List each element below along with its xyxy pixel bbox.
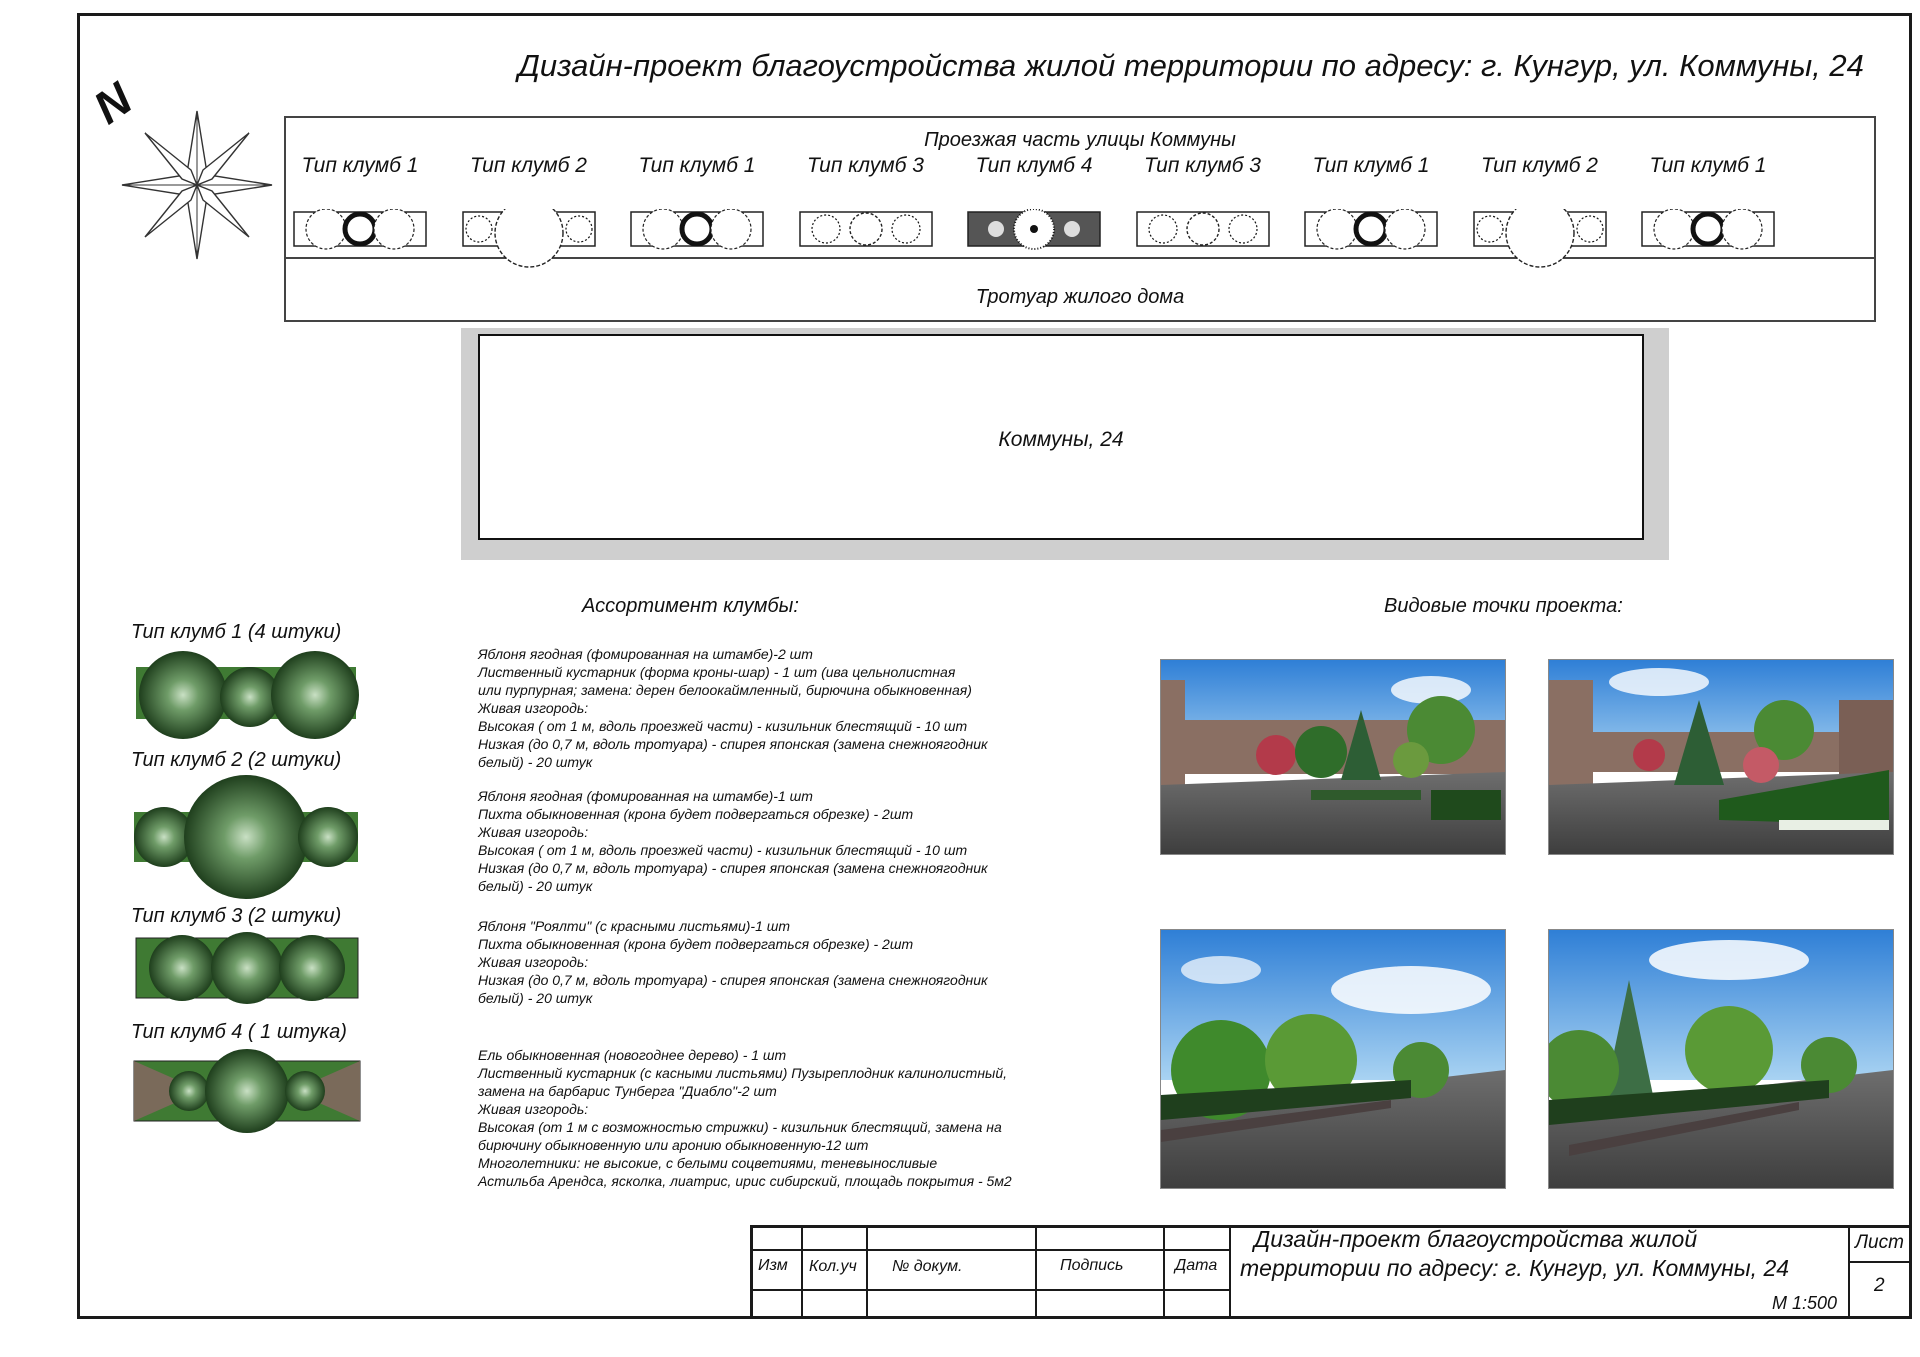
site-plan [284,116,1876,322]
assortment-block-3 [478,917,988,1007]
flowerbed-symbol-icon [629,209,765,275]
flowerbed-type-label: Тип клумб 1 [1649,154,1767,177]
flowerbed-type-label: Тип клумб 2 [470,154,587,177]
tb-title-line-2: территории по адресу: г. Кунгур, ул. Коммуны, 24 [1240,1255,1790,1281]
col-kol-uch: Кол.уч [809,1258,857,1275]
assortment-line: Яблоня ягодная (фомированная на штамбе)-2 шт [478,646,813,662]
flowerbed-plan-1 [292,154,428,178]
assortment-line: белый) - 20 штук [478,878,593,894]
col-doc-number: № докум. [892,1258,963,1275]
flowerbed-plan-4 [798,154,934,178]
assortment-block-4 [478,1046,1012,1190]
col-signature: Подпись [1060,1257,1124,1274]
assortment-line: Яблоня ягодная (фомированная на штамбе)-1 шт [478,788,813,804]
render-view-1 [1160,659,1506,855]
col-izm: Изм [758,1257,788,1274]
flowerbed-plan-9 [1640,154,1776,178]
flowerbed-plan-5 [966,154,1102,178]
assortment-block-1 [478,645,988,771]
tb-sheet-label: Лист [1855,1232,1904,1253]
flowerbed-type-label: Тип клумб 1 [301,154,419,177]
legend-type-4-label: Тип клумб 4 ( 1 штука) [131,1021,347,1043]
flowerbed-type-label: Тип клумб 2 [1481,154,1598,177]
legend-type-1-image [128,645,364,745]
assortment-line: Низкая (до 0,7 м, вдоль тротуара) - спирея японская (замена снежноягодник [478,860,988,876]
flowerbed-type-label: Тип клумб 4 [975,154,1093,177]
tb-sheet-number: 2 [1874,1275,1885,1296]
legend-type-2-label: Тип клумб 2 (2 штуки) [131,749,342,771]
building-footprint [478,334,1644,540]
tb-scale: М 1:500 [1772,1293,1838,1313]
col-date: Дата [1175,1257,1218,1274]
assortment-line: белый) - 20 штук [478,990,593,1006]
flowerbed-plan-6 [1135,154,1271,178]
drawing-title: Дизайн-проект благоустройства жилой территории по адресу: г. Кунгур, ул. Коммуны, 24 [518,48,1864,83]
legend-type-3-label: Тип клумб 3 (2 штуки) [131,905,342,927]
render-view-3 [1160,929,1506,1189]
assortment-line: Живая изгородь: [478,954,589,970]
assortment-line: Многолетники: не высокие, с белыми соцветиями, теневыносливые [478,1155,938,1171]
flowerbed-symbol-icon [292,209,428,275]
assortment-line: Ель обыкновенная (новогоднее дерево) - 1 шт [478,1047,787,1063]
assortment-block-2 [478,787,988,895]
flowerbed-type-label: Тип клумб 3 [807,154,924,177]
building-label: Коммуны, 24 [998,428,1124,451]
legend-type-3-image [134,930,360,1006]
assortment-line: Пихта обыкновенная (крона будет подвергаться обрезке) - 2шт [478,806,914,822]
flowerbed-plan-7 [1303,154,1439,178]
tb-title-line-1: Дизайн-проект благоустройства жилой [1254,1226,1698,1252]
views-heading: Видовые точки проекта: [1384,595,1623,617]
assortment-line: или пурпурная; замена: дерен белоокаймленный, бирючина обыкновенная) [478,682,972,698]
render-view-2 [1548,659,1894,855]
sidewalk-label: Тротуар жилого дома [975,286,1185,308]
legend-type-1-label: Тип клумб 1 (4 штуки) [131,621,342,643]
assortment-line: замена на барбарис Тунберга "Диабло"-2 шт [478,1083,777,1099]
assortment-line: Яблоня "Роялти" (с красными листьями)-1 шт [478,918,791,934]
assortment-line: Живая изгородь: [478,1101,589,1117]
assortment-line: Низкая (до 0,7 м, вдоль тротуара) - спирея японская (замена снежноягодник [478,972,988,988]
flowerbed-plan-8 [1472,154,1608,178]
flowerbed-symbol-icon [461,209,597,275]
assortment-line: Высокая ( от 1 м, вдоль проезжей части) - кизильник блестящий - 10 шт [478,718,968,734]
assortment-line: Пихта обыкновенная (крона будет подвергаться обрезке) - 2шт [478,936,914,952]
flowerbed-plan-3 [629,154,765,178]
flowerbed-symbol-icon [798,209,934,275]
compass-rose-icon [120,110,275,260]
flowerbed-symbol-icon [1303,209,1439,275]
assortment-line: бирючину обыкновенную или аронию обыкновенную-12 шт [478,1137,869,1153]
flowerbed-symbol-icon [966,209,1102,275]
assortment-line: Лиственный кустарник (с касными листьями) Пузыреплодник калинолистный, [478,1065,1008,1081]
legend-type-2-image [128,772,364,902]
road-label: Проезжая часть улицы Коммуны [924,129,1236,151]
assortment-line: Лиственный кустарник (форма кроны-шар) - 1 шт (ива цельнолистная [478,664,956,680]
assortment-line: Низкая (до 0,7 м, вдоль тротуара) - спирея японская (замена снежноягодник [478,736,988,752]
flowerbed-type-label: Тип клумб 1 [1312,154,1430,177]
flowerbed-symbol-icon [1640,209,1776,275]
legend-type-4-image [132,1047,362,1139]
assortment-line: Астильба Арендса, ясколка, лиатрис, ирис сибирский, площадь покрытия - 5м2 [478,1173,1012,1189]
north-letter: N [84,72,142,134]
flowerbed-type-label: Тип клумб 1 [638,154,756,177]
flowerbed-symbol-icon [1472,209,1608,275]
assortment-line: Высокая (от 1 м с возможностью стрижки) - кизильник блестящий, замена на [478,1119,1002,1135]
assortment-line: Высокая ( от 1 м, вдоль проезжей части) - кизильник блестящий - 10 шт [478,842,968,858]
assortment-heading: Ассортимент клумбы: [582,595,799,617]
flowerbed-plan-2 [461,154,597,178]
flowerbed-type-label: Тип клумб 3 [1144,154,1261,177]
assortment-line: белый) - 20 штук [478,754,593,770]
assortment-line: Живая изгородь: [478,700,589,716]
flowerbed-symbol-icon [1135,209,1271,275]
title-block [750,1225,1912,1319]
assortment-line: Живая изгородь: [478,824,589,840]
render-view-4 [1548,929,1894,1189]
